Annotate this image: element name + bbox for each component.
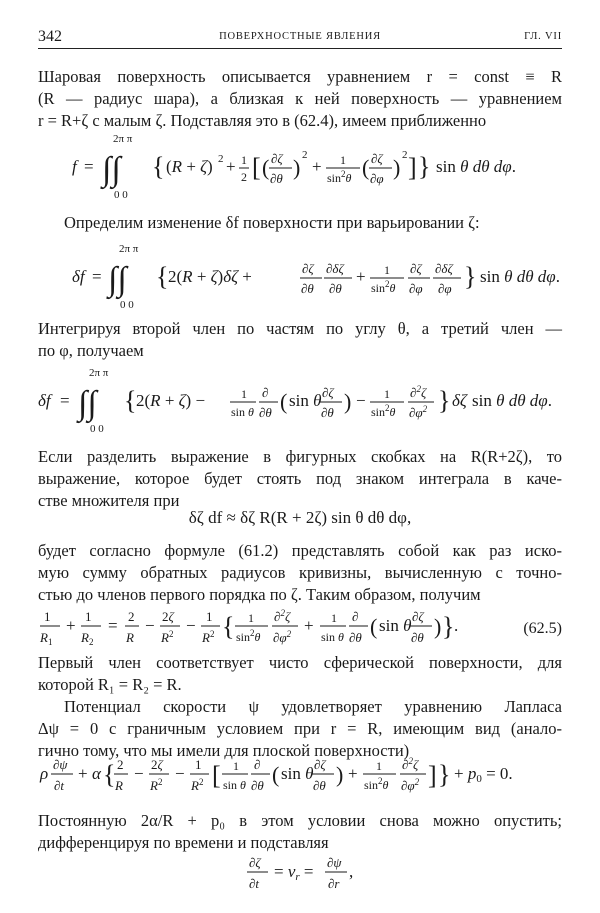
svg-text:[: [ <box>212 761 221 790</box>
svg-text:+: + <box>312 157 322 176</box>
svg-text:sin θ: sin θ <box>379 616 412 635</box>
svg-text:}: } <box>464 262 477 291</box>
svg-text:∂φ: ∂φ <box>438 281 452 296</box>
equation-2-graphic <box>38 240 562 312</box>
svg-text:1: 1 <box>206 609 213 624</box>
svg-text:sin θ: sin θ <box>289 391 322 410</box>
svg-text:=: = <box>92 267 102 286</box>
svg-text:∂t: ∂t <box>249 876 260 891</box>
svg-text:∂θ: ∂θ <box>321 405 334 420</box>
svg-text:δf: δf <box>72 267 85 286</box>
equation-6 <box>38 752 562 802</box>
text-line: Если разделить выражение в фигурных скобках на R(R+2ζ), то <box>38 447 562 466</box>
svg-text:=: = <box>60 391 70 410</box>
equation-5 <box>38 604 562 654</box>
svg-text:(: ( <box>370 614 378 639</box>
svg-text:2π π: 2π π <box>113 133 133 145</box>
paragraph-3 <box>38 318 562 362</box>
text-line: стве множителя при <box>38 491 180 510</box>
svg-text:2π π: 2π π <box>119 243 139 255</box>
svg-text:+: + <box>304 616 314 635</box>
svg-text:0 0: 0 0 <box>120 299 134 311</box>
svg-text:1: 1 <box>85 609 92 624</box>
svg-text:2: 2 <box>128 609 135 624</box>
svg-text:[: [ <box>252 153 261 182</box>
svg-text:∂δζ: ∂δζ <box>435 261 453 276</box>
svg-text:{: { <box>103 760 116 789</box>
equation-7 <box>38 850 562 900</box>
svg-text:∂2ζ: ∂$^2$ζ <box>402 756 419 772</box>
svg-text:∂ψ: ∂ψ <box>327 855 342 870</box>
text-line: Первый член соответствует чисто сферической поверхности, для <box>38 653 562 672</box>
svg-text:2: 2 <box>402 149 408 161</box>
equation-7-graphic <box>38 850 562 900</box>
svg-text:∂ζ: ∂ζ <box>322 385 334 400</box>
svg-text:R: R <box>115 778 123 793</box>
svg-text:=: = <box>108 616 118 635</box>
svg-text:R2: $R_2$ <box>81 630 94 647</box>
text-line: r = R+ζ с малым ζ. Подставляя это в (62.4), имеем приближенно <box>38 111 487 130</box>
svg-text:∂ζ: ∂ζ <box>249 855 261 870</box>
equation-5-graphic <box>38 604 562 654</box>
text-line: гично тому, что мы имели для плоской поверхности) <box>38 741 410 760</box>
text-line: Определим изменение δf поверхности при варьировании ζ: <box>64 213 480 232</box>
svg-text:1: 1 <box>195 757 202 772</box>
svg-text:{: { <box>152 152 165 181</box>
equation-1 <box>38 130 562 202</box>
text-line: Шаровая поверхность описывается уравнением r = const ≡ R <box>38 67 562 86</box>
svg-text:∂φ2: $\partial\varphi^2$ <box>273 629 292 645</box>
svg-text:}: } <box>442 612 455 641</box>
svg-text:]: ] <box>408 153 417 182</box>
equation-1-graphic <box>38 130 562 202</box>
svg-text:∂θ: ∂θ <box>270 171 283 186</box>
svg-text:{: { <box>156 262 169 291</box>
svg-text:∂φ: ∂φ <box>409 281 423 296</box>
svg-text:∂ζ: ∂ζ <box>271 151 283 166</box>
equation-5-number: (62.5) <box>523 620 562 637</box>
svg-text:sin2θ: $\sin^2\theta$ <box>371 403 396 419</box>
svg-text:∂ζ: ∂ζ <box>410 261 422 276</box>
equation-3-graphic <box>38 364 562 438</box>
text-line: Интегрируя второй член по частям по углу θ, а третий член — <box>38 319 562 338</box>
svg-text:∂φ: ∂φ <box>370 171 384 186</box>
text-line: дифференцируя по времени и подставляя <box>38 833 329 852</box>
svg-text:): ) <box>336 762 344 787</box>
svg-text:ρ: ρ <box>40 764 49 783</box>
svg-text:∂θ: ∂θ <box>301 281 314 296</box>
text-line: Потенциал скорости ψ удовлетворяет уравнению Лапласа <box>64 697 562 716</box>
svg-text:.: . <box>454 616 459 635</box>
svg-text:−: − <box>134 764 144 783</box>
paragraph-6 <box>38 652 562 696</box>
svg-text:(: ( <box>362 155 370 180</box>
svg-text:1: 1 <box>241 387 247 401</box>
svg-text:1: 1 <box>340 153 346 167</box>
equation-4 <box>38 508 562 536</box>
svg-text:): ) <box>393 155 401 180</box>
svg-text:sin θ dθ dφ.: sin θ dθ dφ. <box>436 157 516 176</box>
paragraph-1 <box>38 66 562 132</box>
svg-text:{: { <box>222 612 235 641</box>
svg-text:R: R <box>126 630 134 645</box>
paragraph-5 <box>38 540 562 606</box>
equation-4-text: δζ df ≈ δζ R(R + 2ζ) sin θ dθ dφ, <box>188 508 412 527</box>
svg-text:}: } <box>438 760 451 789</box>
text-line: стью до членов первого порядка по ζ. Таким образом, получим <box>38 585 481 604</box>
svg-text:): ) <box>293 155 301 180</box>
svg-text:1: 1 <box>241 153 247 167</box>
svg-text:R2: $R^2$ <box>150 777 163 793</box>
svg-text:2: 2 <box>218 153 224 165</box>
svg-text:∂: ∂ <box>352 609 359 624</box>
svg-text:2: 2 <box>302 149 308 161</box>
svg-text:): ) <box>434 614 442 639</box>
equation-3 <box>38 364 562 438</box>
svg-text:(: ( <box>280 389 288 414</box>
svg-text:sin2θ: $\sin^2\theta$ <box>364 776 389 792</box>
svg-text:+ p0 = 0.: + p0 = 0. <box>454 764 513 785</box>
svg-text:∂: ∂ <box>254 757 261 772</box>
text-line: (R — радиус шара), а близкая к ней поверхность — уравнением <box>38 89 562 108</box>
svg-text:0 0: 0 0 <box>114 189 128 201</box>
svg-text:1: 1 <box>384 387 390 401</box>
svg-text:sin θ: sin θ <box>223 778 246 792</box>
svg-text:α: α <box>92 764 101 783</box>
svg-text:(R + ζ): (R + ζ) <box>166 157 213 176</box>
svg-text:sin2θ: $\sin^2\theta$ <box>327 169 352 185</box>
svg-text:∂φ2: $\partial\varphi^2$ <box>401 777 420 793</box>
svg-text:{: { <box>124 386 137 415</box>
svg-text:1: 1 <box>331 611 337 625</box>
svg-text:+: + <box>66 616 76 635</box>
svg-text:∂θ: ∂θ <box>259 405 272 420</box>
svg-text:2(R + ζ)δζ +: 2(R + ζ)δζ + <box>168 267 252 286</box>
svg-text:sin θ: sin θ <box>231 405 254 419</box>
svg-text:∂θ: ∂θ <box>313 778 326 793</box>
svg-text:∂r: ∂r <box>328 876 340 891</box>
svg-text:+: + <box>78 764 88 783</box>
svg-text:,: , <box>349 862 354 881</box>
svg-text:sin θ dθ dφ.: sin θ dθ dφ. <box>472 391 552 410</box>
svg-text:1: 1 <box>233 759 239 773</box>
svg-text:∂2ζ: ∂$^2$ζ <box>274 608 291 624</box>
svg-text:∂2ζ: ∂$^2$ζ <box>410 384 427 400</box>
svg-text:= vr =: = vr = <box>274 862 314 883</box>
svg-text:∂δζ: ∂δζ <box>326 261 344 276</box>
svg-text:R1: $R_1$ <box>40 630 53 647</box>
text-line: Постоянную 2α/R + p₀ в этом условии снова можно опустить; <box>38 811 562 830</box>
svg-text:sin θ: sin θ <box>321 630 344 644</box>
text-line: по φ, получаем <box>38 341 144 360</box>
svg-text:∂φ2: $\partial\varphi^2$ <box>409 404 428 420</box>
svg-text:−: − <box>186 616 196 635</box>
paragraph-4 <box>38 446 562 512</box>
svg-text:0 0: 0 0 <box>90 423 104 435</box>
svg-text:∂θ: ∂θ <box>329 281 342 296</box>
svg-text:∂θ: ∂θ <box>411 630 424 645</box>
svg-text:−: − <box>356 391 366 410</box>
svg-text:): ) <box>344 389 352 414</box>
svg-text:∂t: ∂t <box>54 778 65 793</box>
svg-text:}: } <box>438 386 451 415</box>
svg-text:+: + <box>226 157 236 176</box>
svg-text:2(R + ζ) −: 2(R + ζ) − <box>136 391 206 410</box>
svg-text:R2: $R^2$ <box>161 629 174 645</box>
text-line: будет согласно формуле (61.2) представлять собой как раз иско- <box>38 541 562 560</box>
svg-text:2π π: 2π π <box>89 367 109 379</box>
equation-6-graphic <box>38 752 562 802</box>
svg-text:R2: $R^2$ <box>191 777 204 793</box>
svg-text:∫∫: ∫∫ <box>78 385 97 422</box>
svg-text:}: } <box>418 152 431 181</box>
svg-text:1: 1 <box>384 263 390 277</box>
text-line: мую сумму обратных радиусов кривизны, вычисленную с точно- <box>38 563 562 582</box>
svg-text:]: ] <box>428 761 437 790</box>
svg-text:2: 2 <box>241 170 247 184</box>
svg-text:∫∫: ∫∫ <box>108 261 127 298</box>
svg-text:sin2θ: $\sin^2\theta$ <box>371 279 396 295</box>
svg-text:(: ( <box>262 155 270 180</box>
svg-text:δf: δf <box>38 391 51 410</box>
svg-text:∂: ∂ <box>262 385 269 400</box>
svg-text:∂ζ: ∂ζ <box>314 757 326 772</box>
svg-text:∂θ: ∂θ <box>349 630 362 645</box>
running-header <box>38 26 562 49</box>
svg-text:R2: $R^2$ <box>202 629 215 645</box>
svg-text:1: 1 <box>248 611 254 625</box>
paragraph-8 <box>38 810 562 854</box>
svg-text:−: − <box>145 616 155 635</box>
svg-text:1: 1 <box>44 609 51 624</box>
svg-text:∫∫: ∫∫ <box>102 151 121 188</box>
paragraph-2 <box>38 212 562 234</box>
svg-text:2ζ: 2ζ <box>162 609 174 624</box>
chapter-label: ГЛ. VII <box>524 31 562 42</box>
svg-text:sin θ: sin θ <box>281 764 314 783</box>
text-line: Δψ = 0 с граничным условием при r = R, имеющим вид (анало- <box>38 719 562 738</box>
svg-text:f: f <box>72 157 77 176</box>
text-line: которой R₁ = R₂ = R. <box>38 675 182 694</box>
page-number: 342 <box>38 28 62 45</box>
svg-text:(: ( <box>272 762 280 787</box>
svg-text:=: = <box>84 157 94 176</box>
running-title: ПОВЕРХНОСТНЫЕ ЯВЛЕНИЯ <box>219 31 381 42</box>
svg-text:1: 1 <box>376 759 382 773</box>
svg-text:2: 2 <box>117 757 124 772</box>
svg-text:∂θ: ∂θ <box>251 778 264 793</box>
svg-text:sin θ dθ dφ.: sin θ dθ dφ. <box>480 267 560 286</box>
svg-text:∂ζ: ∂ζ <box>302 261 314 276</box>
svg-text:∂ζ: ∂ζ <box>371 151 383 166</box>
svg-text:−: − <box>175 764 185 783</box>
svg-text:sin2θ: $\sin^2\theta$ <box>236 628 261 644</box>
svg-text:δζ: δζ <box>452 391 467 410</box>
equation-2 <box>38 240 562 312</box>
svg-text:+: + <box>356 267 366 286</box>
text-line: выражение, которое будет стоять под знаком интеграла в каче- <box>38 469 562 488</box>
svg-text:+: + <box>348 764 358 783</box>
svg-text:∂ψ: ∂ψ <box>53 757 68 772</box>
svg-text:∂ζ: ∂ζ <box>412 609 424 624</box>
svg-text:2ζ: 2ζ <box>151 757 163 772</box>
